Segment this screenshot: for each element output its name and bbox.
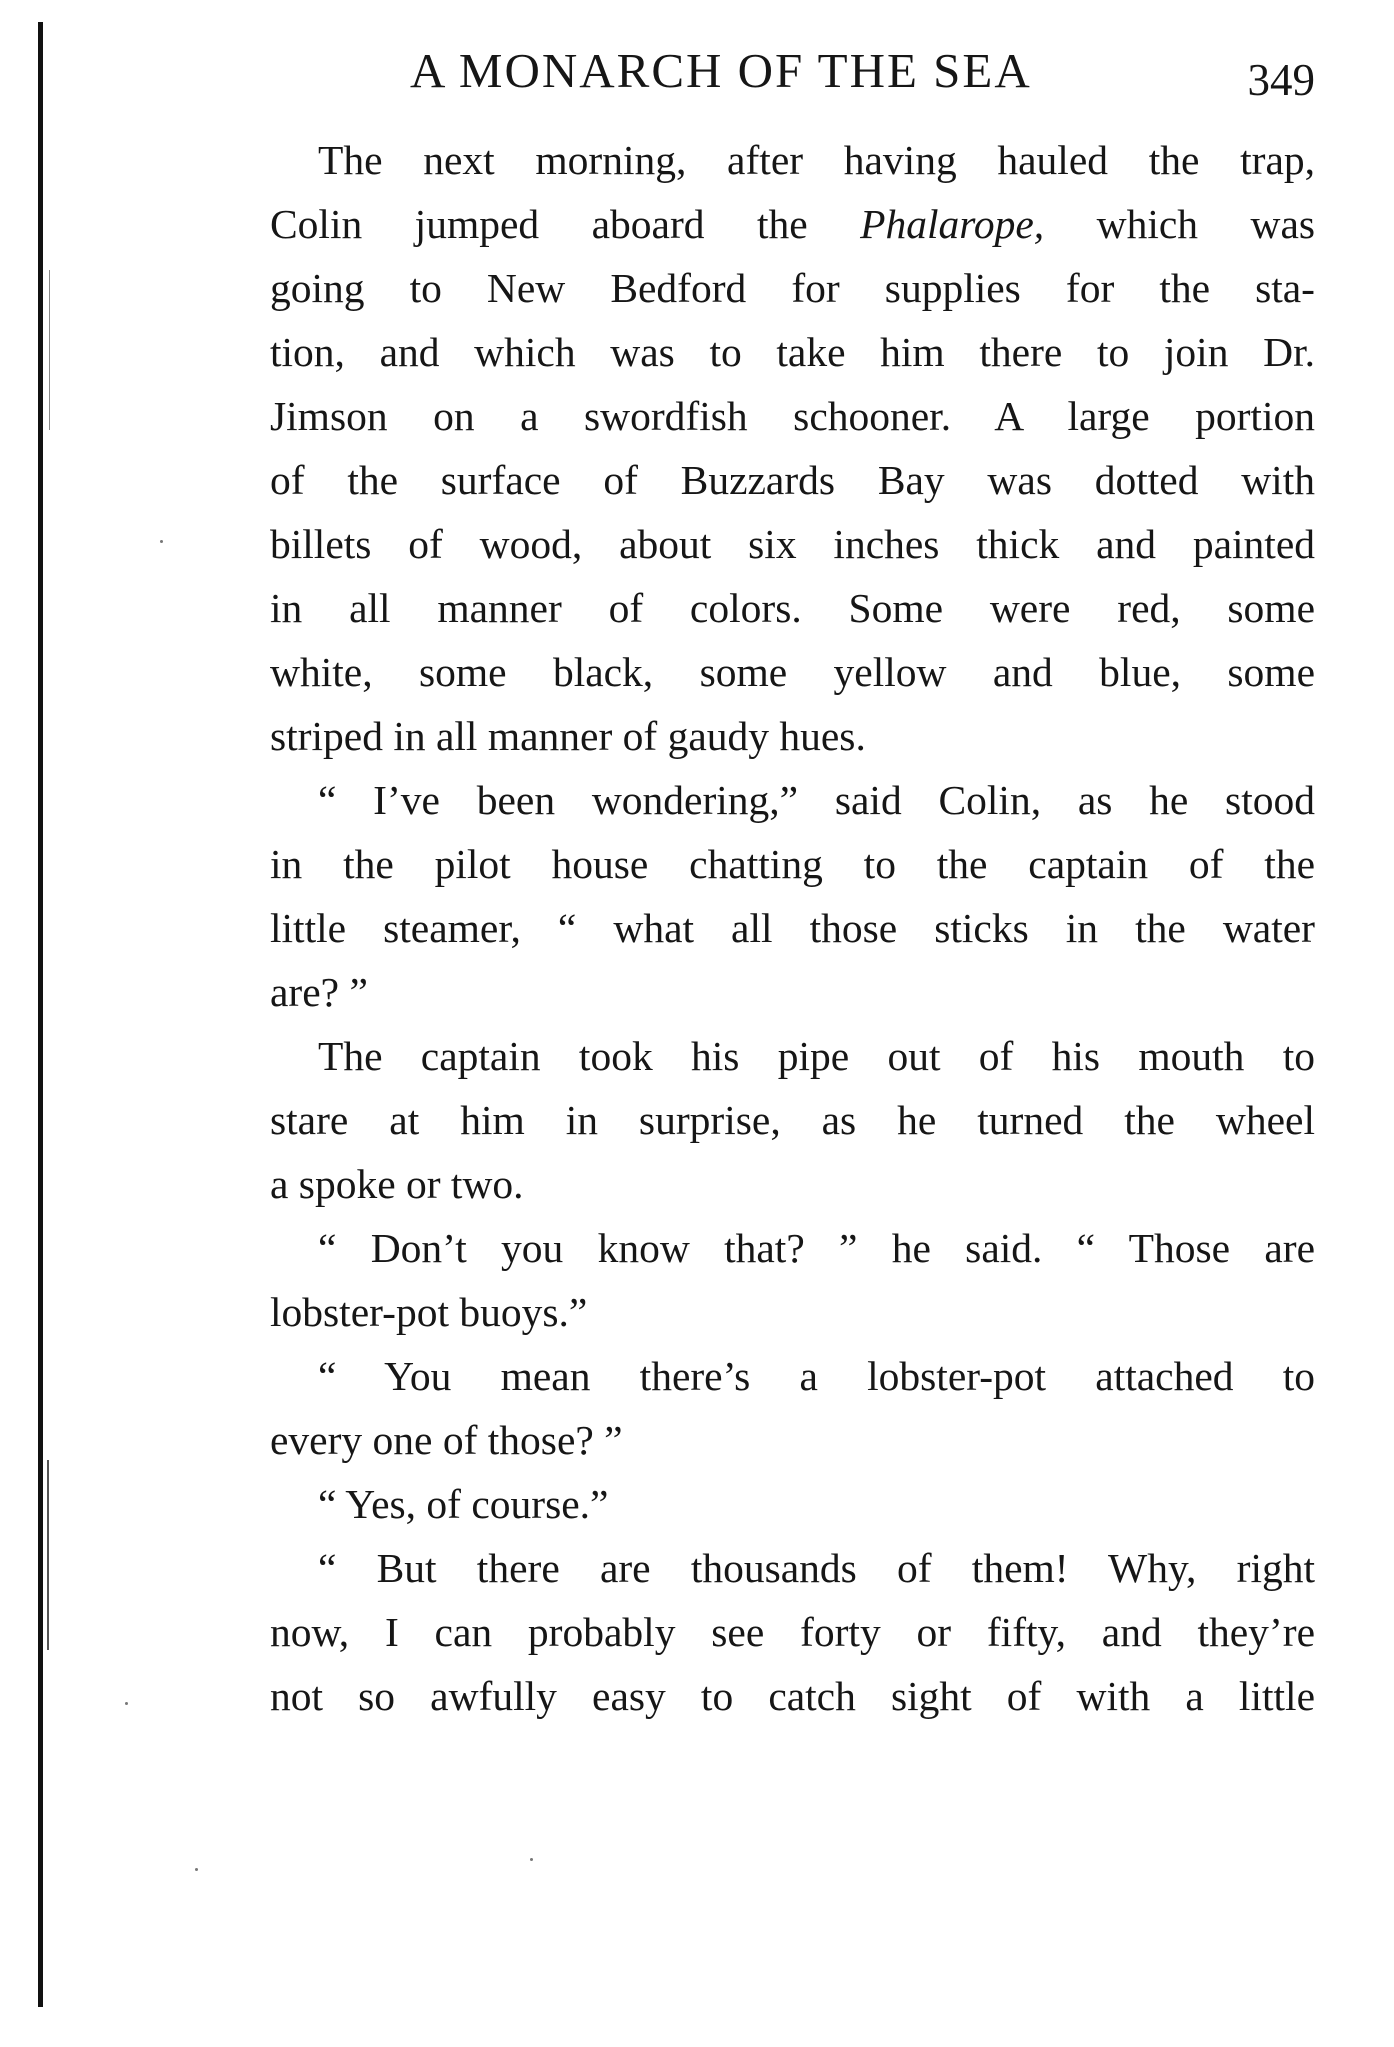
- text-line: The captain took his pipe out of his mouth to: [318, 1033, 1315, 1079]
- paragraph: [270, 1536, 1315, 1728]
- text-line: going to New Bedford for supplies for the sta-: [270, 265, 1315, 311]
- page-number: 349: [1247, 55, 1315, 105]
- paragraph: [270, 1472, 1315, 1536]
- text-line: every one of those? ”: [270, 1417, 623, 1463]
- text-line: billets of wood, about six inches thick and painted: [270, 521, 1315, 567]
- paragraph: [270, 1216, 1315, 1344]
- text-line: not so awfully easy to catch sight of with a little: [270, 1673, 1315, 1719]
- paper-speck: [125, 1702, 128, 1705]
- text-line: are? ”: [270, 969, 368, 1015]
- paper-speck: [160, 540, 163, 543]
- text-line: Jimson on a swordfish schooner. A large portion: [270, 393, 1315, 439]
- text-line: “ Yes, of course.”: [318, 1481, 609, 1527]
- text-span: Colin jumped aboard the: [270, 201, 808, 247]
- text-line: tion, and which was to take him there to join Dr.: [270, 329, 1315, 375]
- paragraph: [270, 1024, 1315, 1216]
- text-line: a spoke or two.: [270, 1161, 524, 1207]
- text-line: lobster-pot buoys.”: [270, 1289, 588, 1335]
- text-line: in the pilot house chatting to the captain of the: [270, 841, 1315, 887]
- text-line: in all manner of colors. Some were red, some: [270, 585, 1315, 631]
- running-title: A MONARCH OF THE SEA: [410, 43, 1032, 98]
- text-line: white, some black, some yellow and blue, some: [270, 649, 1315, 695]
- text-line: little steamer, “ what all those sticks in the water: [270, 905, 1315, 951]
- binding-shadow-upper: [49, 270, 50, 430]
- text-line: of the surface of Buzzards Bay was dotted with: [270, 457, 1315, 503]
- paper-speck: [195, 1868, 198, 1871]
- text-line: “ You mean there’s a lobster-pot attached to: [318, 1353, 1315, 1399]
- text-line: stare at him in surprise, as he turned the wheel: [270, 1097, 1315, 1143]
- paper-speck: [530, 1858, 533, 1861]
- text-line: striped in all manner of gaudy hues.: [270, 713, 866, 759]
- text-line: now, I can probably see forty or fifty, and they’re: [270, 1609, 1315, 1655]
- paragraph: [270, 768, 1315, 1024]
- body-text: [270, 128, 1315, 1728]
- text-line: “ Don’t you know that? ” he said. “ Those are: [318, 1225, 1315, 1271]
- page-binding-edge: [38, 22, 43, 2007]
- paragraph: [270, 1344, 1315, 1472]
- binding-shadow-lower: [47, 1460, 49, 1650]
- running-head: [270, 40, 1315, 105]
- text-span: which was: [1096, 201, 1316, 247]
- text-line: “ But there are thousands of them! Why, right: [318, 1545, 1315, 1591]
- ship-name: Phalarope,: [860, 201, 1045, 247]
- paragraph: [270, 128, 1315, 768]
- text-line: [270, 192, 1315, 256]
- text-line: The next morning, after having hauled the trap,: [318, 137, 1315, 183]
- text-line: “ I’ve been wondering,” said Colin, as he stood: [318, 777, 1315, 823]
